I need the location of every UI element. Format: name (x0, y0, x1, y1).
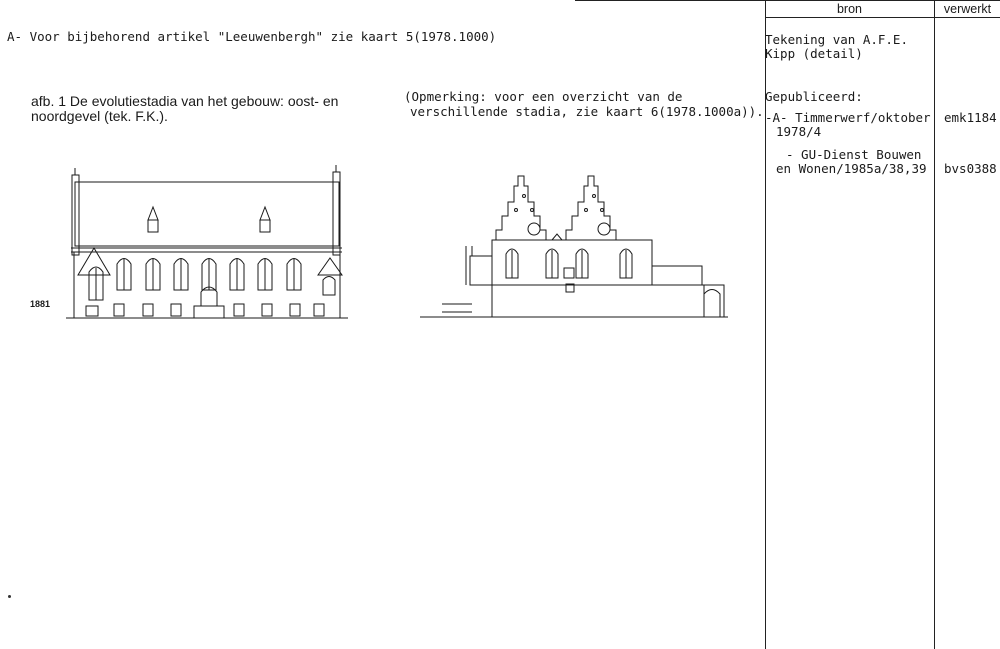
column-header-underline (765, 17, 1000, 18)
stray-mark (8, 595, 11, 598)
column-header-source: bron (836, 2, 863, 16)
publication-entry-1-line2: 1978/4 (776, 124, 822, 139)
reference-line: A- Voor bijbehorend artikel "Leeuwenbergh" zie kaart 5(1978.1000) (7, 29, 497, 44)
publication-entry-2-line1: - GU-Dienst Bouwen (786, 147, 922, 162)
drawing-year-label: 1881 (30, 299, 51, 309)
figure-caption-line2: noordgevel (tek. F.K.). (31, 108, 168, 124)
source-drawing-line2: Kipp (detail) (765, 46, 863, 61)
remark-line2: verschillende stadia, zie kaart 6(1978.1000a)). (410, 104, 764, 119)
publication-entry-2-code: bvs0388 (944, 161, 997, 176)
publication-entry-1-code: emk1184 (944, 110, 997, 125)
drawing-north-facade (66, 160, 351, 325)
publication-entry-1-line1: -A- Timmerwerf/oktober (765, 110, 931, 125)
header-rule (575, 0, 1000, 1)
publication-entry-2-line2: en Wonen/1985a/38,39 (776, 161, 927, 176)
column-header-processed: verwerkt (943, 2, 992, 16)
source-drawing-line1: Tekening van A.F.E. (765, 32, 908, 47)
published-heading: Gepubliceerd: (765, 89, 863, 104)
column-divider-right (934, 0, 935, 649)
drawing-east-facade (420, 172, 730, 322)
figure-caption-line1: afb. 1 De evolutiestadia van het gebouw: oost- en (31, 93, 339, 109)
remark-line1: (Opmerking: voor een overzicht van de (404, 89, 683, 104)
